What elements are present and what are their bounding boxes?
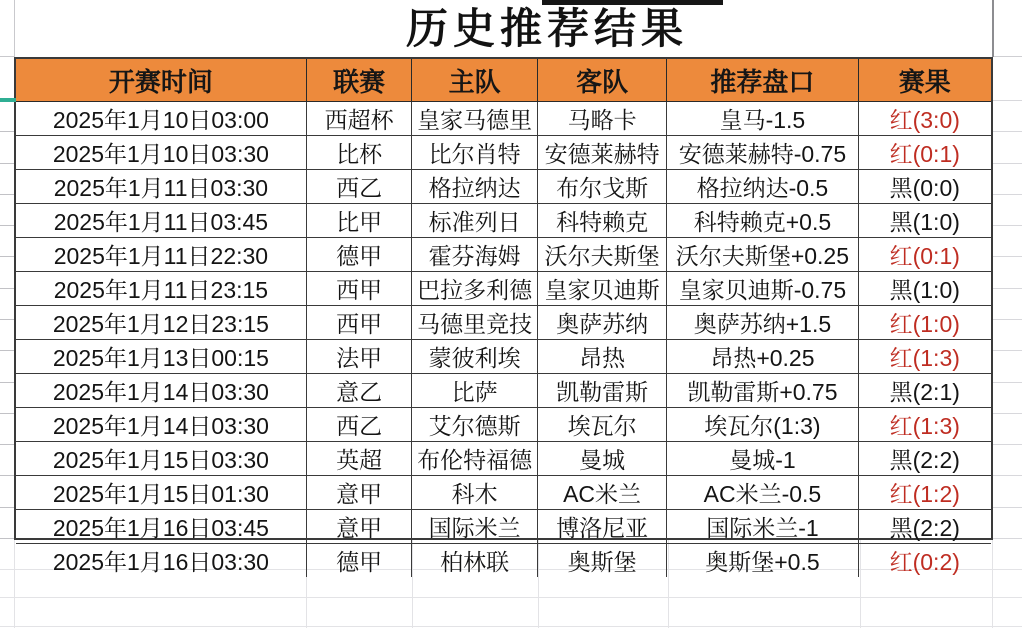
table-cell-away[interactable]: 布尔戈斯 [538,170,667,204]
table-cell-home[interactable]: 马德里竞技 [412,306,537,340]
grid-line [0,288,14,289]
table-row [16,204,991,238]
table-cell-time[interactable]: 2025年1月16日03:30 [16,544,307,577]
freeze-indicator [0,98,16,102]
table-cell-home[interactable]: 比萨 [412,374,537,408]
table-cell-home[interactable]: 柏林联 [412,544,537,577]
grid-line [993,131,1022,132]
table-cell-time[interactable]: 2025年1月10日03:30 [16,136,307,170]
table-cell-home[interactable]: 科木 [412,476,537,510]
grid-line [0,256,14,257]
table-row [16,340,991,374]
grid-line [993,100,1022,101]
table-cell-league[interactable]: 德甲 [307,238,413,272]
grid-line [992,540,993,628]
table-row [16,102,991,136]
table-row [16,238,991,272]
column-header-away[interactable]: 客队 [538,59,667,102]
table-cell-time[interactable]: 2025年1月15日01:30 [16,476,307,510]
table-cell-handicap[interactable]: 国际米兰-1 [667,510,858,544]
table-cell-result[interactable]: 红(1:0) [859,306,991,340]
grid-line [0,597,1022,598]
table-cell-handicap[interactable]: 昂热+0.25 [667,340,858,374]
table-cell-league[interactable]: 西甲 [307,306,413,340]
grid-line [993,507,1022,508]
table-cell-league[interactable]: 西乙 [307,408,413,442]
table-cell-result[interactable]: 红(3:0) [859,102,991,136]
table-row [16,510,991,544]
grid-line [0,163,14,164]
table-cell-time[interactable]: 2025年1月15日03:30 [16,442,307,476]
column-header-handicap[interactable]: 推荐盘口 [667,59,858,102]
grid-line [0,626,1022,627]
table-cell-result[interactable]: 红(1:3) [859,340,991,374]
table-cell-home[interactable]: 皇家马德里 [412,102,537,136]
table-cell-home[interactable]: 巴拉多利德 [412,272,537,306]
table-cell-time[interactable]: 2025年1月16日03:45 [16,510,307,544]
table-cell-result[interactable]: 黑(2:1) [859,374,991,408]
grid-line [0,475,14,476]
table-cell-home[interactable]: 霍芬海姆 [412,238,537,272]
grid-line [0,413,14,414]
table-cell-away[interactable]: 马略卡 [538,102,667,136]
grid-line [992,0,994,57]
table-row [16,442,991,476]
grid-line [0,507,14,508]
table-header-row [16,59,991,102]
table-cell-away[interactable]: 曼城 [538,442,667,476]
column-header-home[interactable]: 主队 [412,59,537,102]
table-cell-home[interactable]: 标准列日 [412,204,537,238]
table-cell-result[interactable]: 黑(1:0) [859,204,991,238]
grid-line [993,288,1022,289]
table-cell-time[interactable]: 2025年1月11日03:30 [16,170,307,204]
table-cell-handicap[interactable]: 格拉纳达-0.5 [667,170,858,204]
table-cell-league[interactable]: 西乙 [307,170,413,204]
table-cell-away[interactable]: 奥斯堡 [538,544,667,577]
table-row [16,476,991,510]
table-cell-away[interactable]: 安德莱赫特 [538,136,667,170]
grid-line [993,56,1022,57]
table-cell-league[interactable]: 英超 [307,442,413,476]
table-row [16,544,991,577]
grid-line [14,540,15,628]
grid-line [0,319,14,320]
table-cell-handicap[interactable]: 奥萨苏纳+1.5 [667,306,858,340]
table-cell-handicap[interactable]: 科特赖克+0.5 [667,204,858,238]
grid-line [0,225,14,226]
table-row [16,272,991,306]
table-cell-handicap[interactable]: 奥斯堡+0.5 [667,544,858,577]
table-cell-time[interactable]: 2025年1月11日03:45 [16,204,307,238]
grid-line [993,413,1022,414]
grid-line [993,319,1022,320]
table-cell-result[interactable]: 黑(0:0) [859,170,991,204]
table-cell-time[interactable]: 2025年1月13日00:15 [16,340,307,374]
table-cell-time[interactable]: 2025年1月11日23:15 [16,272,307,306]
table-cell-away[interactable]: AC米兰 [538,476,667,510]
grid-line [0,131,14,132]
table-cell-away[interactable]: 昂热 [538,340,667,374]
table-cell-handicap[interactable]: 凯勒雷斯+0.75 [667,374,858,408]
table-cell-handicap[interactable]: 皇马-1.5 [667,102,858,136]
grid-line [993,194,1022,195]
table-cell-time[interactable]: 2025年1月11日22:30 [16,238,307,272]
table-cell-home[interactable]: 格拉纳达 [412,170,537,204]
table-cell-result[interactable]: 黑(2:2) [859,510,991,544]
title-cell[interactable]: 历史推荐结果 [405,5,688,52]
column-header-result[interactable]: 赛果 [859,59,991,102]
table-cell-result[interactable]: 黑(2:2) [859,442,991,476]
table-cell-league[interactable]: 西超杯 [307,102,413,136]
grid-line [0,56,14,57]
table-cell-time[interactable]: 2025年1月12日23:15 [16,306,307,340]
table-cell-home[interactable]: 比尔肖特 [412,136,537,170]
table-cell-away[interactable]: 皇家贝迪斯 [538,272,667,306]
grid-line [993,475,1022,476]
grid-line [993,382,1022,383]
grid-line [0,538,14,539]
grid-line [993,350,1022,351]
grid-line [993,163,1022,164]
table-cell-away[interactable]: 埃瓦尔 [538,408,667,442]
table-cell-handicap[interactable]: 沃尔夫斯堡+0.25 [667,238,858,272]
table-cell-handicap[interactable]: 埃瓦尔(1:3) [667,408,858,442]
grid-line [993,256,1022,257]
table-cell-home[interactable]: 蒙彼利埃 [412,340,537,374]
grid-line [0,444,14,445]
table-cell-result[interactable]: 红(0:1) [859,136,991,170]
grid-line [0,350,14,351]
table-cell-league[interactable]: 比甲 [307,204,413,238]
grid-line [0,382,14,383]
table-cell-handicap[interactable]: 皇家贝迪斯-0.75 [667,272,858,306]
table-row [16,374,991,408]
table-cell-result[interactable]: 红(0:2) [889,549,960,575]
table-cell-away[interactable]: 沃尔夫斯堡 [538,238,667,272]
table-cell-league[interactable]: 法甲 [307,340,413,374]
column-header-league[interactable]: 联赛 [307,59,413,102]
table-cell-league[interactable]: 德甲 [307,544,413,577]
table-cell-league[interactable]: 意甲 [307,510,413,544]
grid-line [993,538,1022,539]
table-cell-handicap[interactable]: 安德莱赫特-0.75 [667,136,858,170]
table-cell-handicap[interactable]: AC米兰-0.5 [667,476,858,510]
table-cell-time[interactable]: 2025年1月14日03:30 [16,374,307,408]
table-cell-handicap[interactable]: 曼城-1 [667,442,858,476]
table-cell-away[interactable]: 科特赖克 [538,204,667,238]
table-cell-away[interactable]: 凯勒雷斯 [538,374,667,408]
table-cell-away[interactable]: 博洛尼亚 [538,510,667,544]
table-cell-league[interactable]: 意甲 [307,476,413,510]
table-cell-result[interactable]: 黑(1:0) [859,272,991,306]
table-cell-home[interactable]: 国际米兰 [412,510,537,544]
grid-line [993,444,1022,445]
table-cell-time[interactable]: 2025年1月14日03:30 [16,408,307,442]
table-body [16,102,991,575]
table-cell-league[interactable]: 西甲 [307,272,413,306]
table-row [16,136,991,170]
results-table [14,57,993,575]
table-row [16,306,991,340]
table-cell-result[interactable]: 红(1:3) [859,408,991,442]
table-cell-home[interactable]: 布伦特福德 [412,442,537,476]
table-cell-league[interactable]: 比杯 [307,136,413,170]
table-cell-league[interactable]: 意乙 [307,374,413,408]
column-header-time[interactable]: 开赛时间 [16,59,307,102]
table-cell-result[interactable]: 红(0:1) [859,238,991,272]
table-row [16,170,991,204]
grid-line [993,225,1022,226]
table-cell-home[interactable]: 艾尔德斯 [412,408,537,442]
table-row [16,408,991,442]
grid-line [14,0,15,57]
grid-line [0,194,14,195]
table-cell-time[interactable]: 2025年1月10日03:00 [16,102,307,136]
table-cell-result[interactable]: 红(1:2) [859,476,991,510]
table-cell-away[interactable]: 奥萨苏纳 [538,306,667,340]
